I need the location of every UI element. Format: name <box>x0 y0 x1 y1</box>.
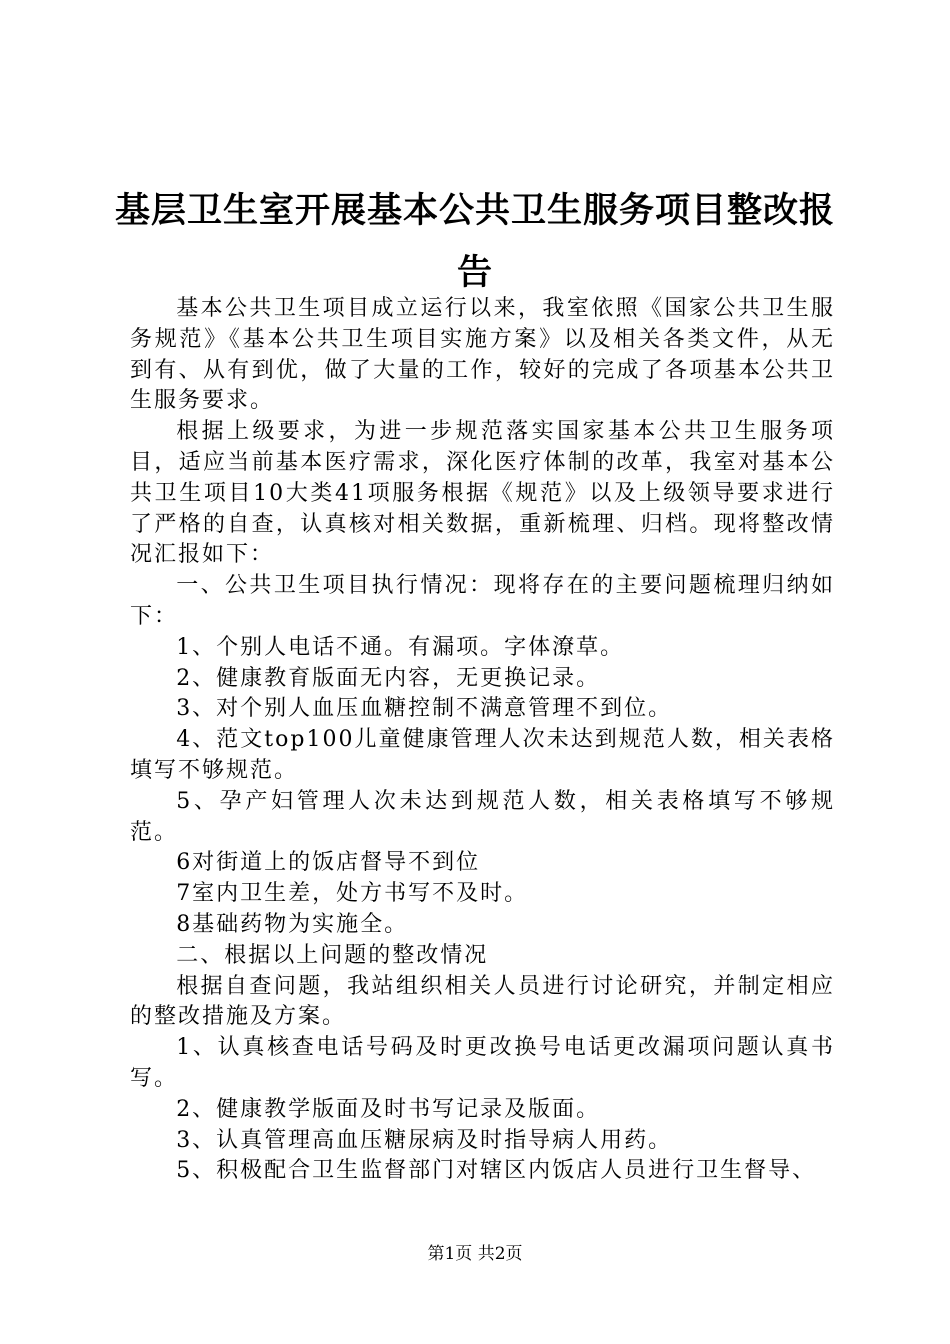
document-body <box>130 294 835 1187</box>
list-item: 2、健康教学版面及时书写记录及版面。 <box>176 1096 601 1122</box>
section-heading: 二、根据以上问题的整改情况 <box>176 942 489 968</box>
list-item: 3、认真管理高血压糖尿病及时指导病人用药。 <box>176 1127 673 1153</box>
list-item: 4、范文top100儿童健康管理人次未达到规范人数，相关表格填写不够规范。 <box>130 727 835 783</box>
page-number: 第1页 共2页 <box>427 1244 523 1264</box>
document-title: 基层卫生室开展基本公共卫生服务项目整改报告 <box>114 191 835 293</box>
list-item: 3、对个别人血压血糖控制不满意管理不到位。 <box>176 696 673 722</box>
list-item: 6对街道上的饭店督导不到位 <box>176 850 481 876</box>
list-item: 8基础药物为实施全。 <box>176 911 409 937</box>
list-item: 2、健康教育版面无内容，无更换记录。 <box>176 665 601 691</box>
list-item: 1、个别人电话不通。有漏项。字体潦草。 <box>176 634 625 660</box>
list-item: 5、积极配合卫生监督部门对辖区内饭店人员进行卫生督导、 <box>176 1158 817 1184</box>
section-heading: 一、公共卫生项目执行情况：现将存在的主要问题梳理归纳如下： <box>130 573 835 629</box>
paragraph: 根据上级要求，为进一步规范落实国家基本公共卫生服务项目，适应当前基本医疗需求，深化医疗体制的改革，我室对基本公共卫生项目10大类41项服务根据《规范》以及上级领导要求进行了严格的自查，认真核对相关数据，重新梳理、归档。现将整改情况汇报如下： <box>130 419 835 568</box>
list-item: 7室内卫生差，处方书写不及时。 <box>176 881 529 907</box>
list-item: 1、认真核查电话号码及时更改换号电话更改漏项问题认真书写。 <box>130 1035 835 1091</box>
paragraph: 基本公共卫生项目成立运行以来，我室依照《国家公共卫生服务规范》《基本公共卫生项目实施方案》以及相关各类文件，从无到有、从有到优，做了大量的工作，较好的完成了各项基本公共卫生服务要求。 <box>130 296 835 414</box>
list-item: 5、孕产妇管理人次未达到规范人数，相关表格填写不够规范。 <box>130 788 835 845</box>
paragraph: 根据自查问题，我站组织相关人员进行讨论研究，并制定相应的整改措施及方案。 <box>130 973 835 1030</box>
